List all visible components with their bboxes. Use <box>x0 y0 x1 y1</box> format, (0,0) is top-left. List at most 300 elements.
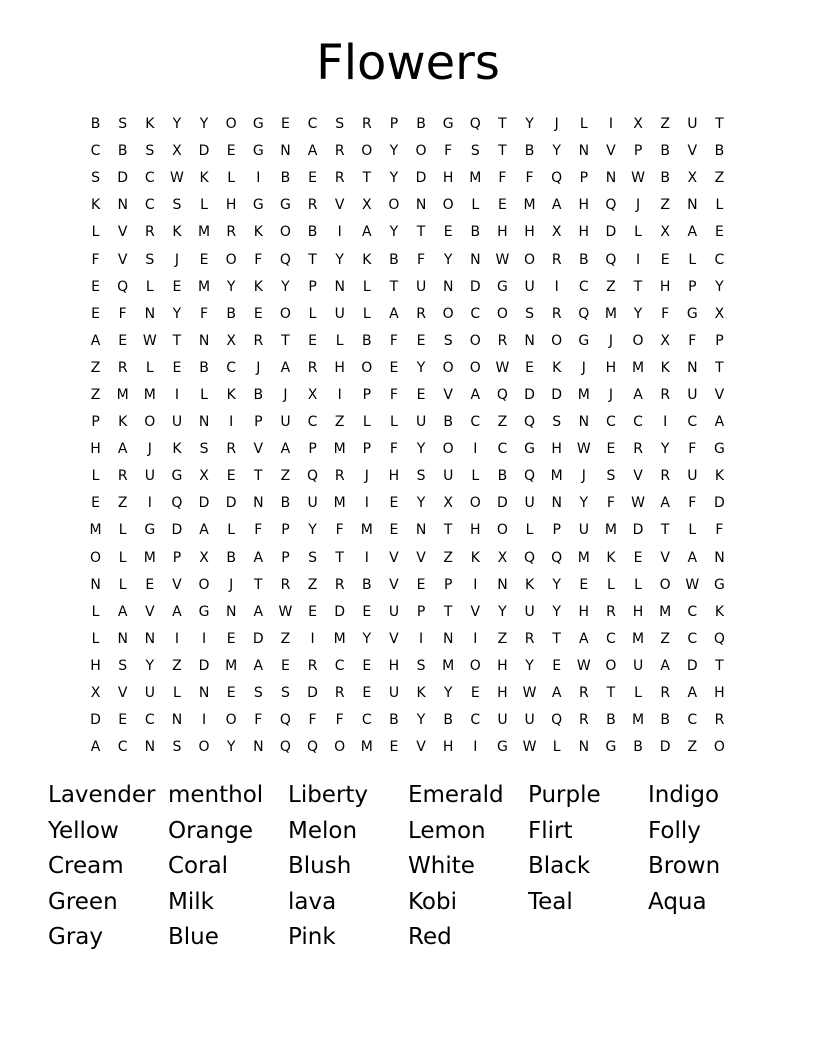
grid-letter: W <box>576 441 591 458</box>
grid-letter: E <box>389 522 399 539</box>
grid-letter: P <box>552 522 561 539</box>
grid-letter: N <box>198 685 210 702</box>
grid-letter: I <box>364 549 369 566</box>
grid-letter: P <box>308 278 317 295</box>
grid-letter: W <box>631 495 645 512</box>
grid-letter: V <box>389 549 399 566</box>
grid-letter: F <box>688 441 697 458</box>
word-bank-item: Liberty <box>288 782 369 808</box>
grid-letter: L <box>91 603 100 620</box>
grid-letter: K <box>714 468 725 485</box>
grid-letter: U <box>415 414 427 431</box>
grid-letter: Y <box>552 603 561 620</box>
grid-letter: O <box>469 332 481 349</box>
grid-letter: V <box>416 739 426 756</box>
grid-letter: C <box>361 712 372 729</box>
grid-letter: G <box>497 278 508 295</box>
grid-letter: S <box>335 116 345 133</box>
grid-letter: A <box>470 386 481 403</box>
grid-letter: Z <box>660 630 670 647</box>
grid-letter: C <box>144 170 155 187</box>
grid-letter: K <box>470 549 480 566</box>
grid-letter: N <box>415 197 427 214</box>
grid-letter: A <box>551 685 562 702</box>
grid-letter: S <box>416 468 426 485</box>
grid-letter: X <box>90 685 101 702</box>
grid-letter: C <box>606 630 616 647</box>
grid-letter: G <box>171 468 183 485</box>
grid-letter: Y <box>525 116 534 133</box>
grid-letter: Q <box>713 630 725 647</box>
grid-letter: I <box>229 414 234 431</box>
grid-letter: R <box>660 386 671 403</box>
grid-letter: F <box>688 495 697 512</box>
grid-letter: A <box>90 332 101 349</box>
grid-letter: C <box>714 251 725 268</box>
grid-letter: F <box>118 305 127 322</box>
grid-letter: T <box>281 332 290 349</box>
grid-letter: T <box>308 251 317 268</box>
grid-letter: F <box>254 712 263 729</box>
grid-letter: L <box>634 685 642 702</box>
grid-letter: S <box>118 116 128 133</box>
grid-letter: D <box>198 657 210 674</box>
word-bank <box>48 778 768 956</box>
grid-letter: I <box>418 630 424 647</box>
grid-row <box>82 219 733 246</box>
grid-letter: O <box>279 224 291 241</box>
grid-letter: B <box>280 170 291 187</box>
grid-letter: O <box>713 739 725 756</box>
grid-letter: S <box>308 549 317 566</box>
grid-letter: E <box>416 576 426 593</box>
grid-row <box>82 138 733 165</box>
grid-letter: M <box>116 386 129 403</box>
grid-letter: E <box>498 197 507 214</box>
grid-letter: J <box>554 116 559 133</box>
grid-letter: W <box>278 603 293 620</box>
grid-letter: Y <box>389 170 399 187</box>
grid-letter: K <box>552 359 562 376</box>
grid-letter: N <box>144 630 156 647</box>
grid-letter: S <box>416 657 426 674</box>
grid-letter: U <box>524 495 535 512</box>
grid-row <box>82 680 733 707</box>
grid-letter: N <box>497 576 508 593</box>
grid-letter: O <box>225 116 237 133</box>
grid-letter: J <box>635 197 641 214</box>
grid-letter: G <box>714 441 725 458</box>
grid-letter: N <box>442 630 454 647</box>
grid-row <box>82 192 733 219</box>
grid-letter: T <box>335 549 344 566</box>
grid-letter: B <box>199 359 209 376</box>
grid-letter: C <box>687 603 698 620</box>
grid-letter: X <box>199 549 209 566</box>
grid-letter: C <box>606 414 616 431</box>
grid-letter: B <box>389 251 399 268</box>
grid-letter: V <box>470 603 481 620</box>
grid-letter: M <box>333 630 346 647</box>
grid-letter: N <box>578 143 590 160</box>
grid-letter: I <box>174 386 179 403</box>
grid-letter: X <box>199 468 209 485</box>
grid-letter: B <box>362 332 372 349</box>
grid-letter: Y <box>552 143 561 160</box>
grid-letter: A <box>660 657 670 674</box>
grid-letter: I <box>608 116 613 133</box>
grid-letter: D <box>117 170 129 187</box>
grid-letter: I <box>201 630 207 647</box>
grid-letter: P <box>281 549 290 566</box>
grid-letter: Y <box>416 359 426 376</box>
grid-letter: E <box>389 359 399 376</box>
grid-letter: Q <box>279 712 291 729</box>
grid-letter: I <box>256 170 261 187</box>
grid-letter: Y <box>579 495 589 512</box>
grid-letter: M <box>333 441 346 458</box>
grid-letter: C <box>687 414 698 431</box>
grid-letter: F <box>525 170 534 187</box>
grid-letter: D <box>714 495 725 512</box>
grid-letter: D <box>307 685 318 702</box>
grid-letter: U <box>497 712 508 729</box>
grid-letter: H <box>442 170 454 187</box>
grid-letter: L <box>200 386 208 403</box>
word-bank-item: Lavender <box>48 782 156 808</box>
grid-letter: N <box>442 278 454 295</box>
grid-letter: E <box>199 251 209 268</box>
word-bank-item: Lemon <box>408 817 486 844</box>
grid-letter: B <box>470 224 481 241</box>
grid-letter: E <box>308 603 317 620</box>
grid-letter: O <box>144 414 156 431</box>
grid-letter: P <box>715 332 724 349</box>
grid-letter: T <box>715 657 724 674</box>
grid-letter: X <box>172 143 182 160</box>
grid-letter: X <box>687 170 698 187</box>
grid-letter: E <box>308 332 317 349</box>
grid-letter: F <box>498 170 507 187</box>
grid-letter: E <box>281 657 290 674</box>
grid-letter: Z <box>714 170 725 187</box>
grid-letter: G <box>497 739 508 756</box>
grid-letter: L <box>227 522 236 539</box>
grid-letter: N <box>225 603 237 620</box>
grid-letter: L <box>145 359 154 376</box>
grid-letter: F <box>688 332 697 349</box>
grid-letter: U <box>171 414 183 431</box>
grid-letter: U <box>687 468 698 485</box>
grid-letter: X <box>362 197 372 214</box>
grid-letter: M <box>143 549 156 566</box>
grid-letter: D <box>171 522 183 539</box>
grid-letter: N <box>144 305 156 322</box>
grid-letter: L <box>362 278 371 295</box>
grid-letter: S <box>253 685 263 702</box>
grid-letter: U <box>632 657 644 674</box>
word-bank-item: Cream <box>48 853 124 879</box>
grid-letter: L <box>118 522 127 539</box>
grid-letter: E <box>281 116 290 133</box>
grid-letter: J <box>608 332 613 349</box>
grid-letter: Q <box>307 739 319 756</box>
grid-letter: L <box>362 305 371 322</box>
grid-letter: M <box>442 657 455 674</box>
grid-letter: L <box>227 170 236 187</box>
grid-letter: E <box>362 657 372 674</box>
grid-letter: S <box>470 143 480 160</box>
grid-letter: H <box>497 224 508 241</box>
grid-letter: F <box>308 712 317 729</box>
grid-letter: N <box>605 170 617 187</box>
grid-letter: D <box>632 522 644 539</box>
grid-letter: Q <box>605 251 617 268</box>
grid-letter: Y <box>443 685 453 702</box>
grid-letter: Z <box>90 359 101 376</box>
grid-letter: P <box>362 441 372 458</box>
grid-letter: T <box>498 116 507 133</box>
grid-letter: G <box>605 739 617 756</box>
grid-letter: G <box>578 332 590 349</box>
grid-letter: O <box>415 143 427 160</box>
grid-letter: D <box>225 495 237 512</box>
word-bank-item: Flirt <box>528 817 573 844</box>
grid-letter: L <box>145 278 154 295</box>
grid-letter: R <box>714 712 725 729</box>
grid-letter: C <box>687 630 698 647</box>
word-bank-item: Red <box>408 924 452 950</box>
grid-letter: L <box>91 224 100 241</box>
grid-letter: I <box>337 386 342 403</box>
grid-letter: K <box>524 576 535 593</box>
grid-letter: A <box>253 549 264 566</box>
grid-letter: Y <box>172 305 182 322</box>
grid-letter: O <box>442 441 454 458</box>
grid-row <box>82 355 733 382</box>
grid-letter: M <box>604 522 617 539</box>
grid-letter: N <box>198 332 210 349</box>
grid-letter: T <box>254 576 263 593</box>
grid-letter: E <box>416 386 426 403</box>
grid-letter: R <box>117 359 128 376</box>
grid-letter: T <box>715 116 724 133</box>
word-bank-item: Green <box>48 888 118 915</box>
grid-letter: Y <box>389 224 399 241</box>
grid-letter: D <box>605 224 617 241</box>
grid-letter: D <box>252 630 264 647</box>
grid-letter: R <box>416 305 426 322</box>
grid-letter: H <box>442 739 454 756</box>
grid-letter: T <box>443 522 453 539</box>
grid-letter: A <box>579 630 589 647</box>
grid-letter: M <box>143 386 156 403</box>
grid-letter: V <box>633 468 643 485</box>
grid-letter: I <box>473 441 478 458</box>
grid-letter: V <box>172 576 182 593</box>
grid-letter: L <box>471 468 480 485</box>
grid-letter: C <box>497 441 508 458</box>
word-bank-item: lava <box>288 888 337 915</box>
grid-letter: B <box>362 576 372 593</box>
grid-letter: Z <box>172 657 182 674</box>
grid-letter: Q <box>496 386 508 403</box>
grid-letter: A <box>389 305 399 322</box>
grid-letter: R <box>334 576 345 593</box>
grid-letter: E <box>118 332 128 349</box>
grid-letter: V <box>660 549 670 566</box>
grid-letter: Z <box>280 630 291 647</box>
grid-letter: L <box>688 251 697 268</box>
grid-letter: B <box>90 116 101 133</box>
grid-letter: A <box>687 224 698 241</box>
grid-letter: Q <box>578 305 590 322</box>
grid-letter: P <box>416 603 426 620</box>
grid-letter: J <box>229 576 234 593</box>
grid-letter: I <box>147 495 152 512</box>
grid-letter: N <box>551 495 562 512</box>
grid-letter: B <box>660 143 670 160</box>
grid-letter: I <box>554 278 559 295</box>
grid-letter: H <box>524 224 535 241</box>
grid-letter: L <box>118 576 127 593</box>
grid-letter: B <box>633 739 643 756</box>
grid-letter: O <box>469 495 481 512</box>
grid-letter: W <box>170 170 184 187</box>
grid-letter: O <box>605 657 617 674</box>
word-bank-item: Purple <box>528 782 601 808</box>
grid-letter: G <box>252 197 264 214</box>
grid-letter: F <box>335 712 344 729</box>
grid-row <box>82 517 733 544</box>
grid-letter: S <box>443 332 453 349</box>
grid-letter: F <box>389 332 398 349</box>
grid-row <box>82 111 733 138</box>
grid-row <box>82 436 733 463</box>
grid-letter: F <box>444 143 453 160</box>
grid-letter: P <box>443 576 453 593</box>
grid-letter: Q <box>605 197 617 214</box>
grid-letter: L <box>390 414 398 431</box>
grid-letter: P <box>254 414 263 431</box>
grid-letter: K <box>118 414 128 431</box>
grid-letter: A <box>687 549 698 566</box>
grid-letter: K <box>172 224 182 241</box>
grid-letter: V <box>687 143 698 160</box>
grid-letter: C <box>117 739 128 756</box>
grid-letter: O <box>496 305 508 322</box>
grid-letter: E <box>226 630 236 647</box>
grid-letter: Q <box>524 414 536 431</box>
grid-letter: E <box>416 332 426 349</box>
grid-letter: M <box>659 603 672 620</box>
grid-letter: T <box>389 278 399 295</box>
grid-letter: E <box>226 468 236 485</box>
grid-letter: R <box>226 441 237 458</box>
grid-letter: G <box>442 116 454 133</box>
grid-letter: K <box>660 359 670 376</box>
grid-letter: N <box>334 278 345 295</box>
grid-letter: P <box>362 386 372 403</box>
grid-letter: R <box>307 657 318 674</box>
grid-letter: R <box>334 143 345 160</box>
grid-letter: G <box>280 197 291 214</box>
grid-letter: M <box>360 739 373 756</box>
grid-letter: N <box>687 197 698 214</box>
grid-letter: D <box>334 603 346 620</box>
grid-letter: M <box>333 495 346 512</box>
grid-letter: S <box>91 170 100 187</box>
grid-row <box>82 463 733 490</box>
grid-letter: C <box>633 414 643 431</box>
grid-letter: L <box>335 332 344 349</box>
grid-letter: Q <box>307 468 319 485</box>
grid-letter: H <box>605 359 617 376</box>
grid-letter: O <box>469 657 481 674</box>
grid-letter: X <box>714 305 725 322</box>
word-bank-item: Indigo <box>648 782 720 808</box>
grid-letter: E <box>172 278 182 295</box>
grid-letter: A <box>172 603 182 620</box>
grid-letter: A <box>253 603 264 620</box>
grid-letter: V <box>416 549 426 566</box>
grid-letter: Q <box>171 495 183 512</box>
grid-letter: H <box>388 657 400 674</box>
grid-letter: J <box>581 468 586 485</box>
grid-letter: Y <box>226 278 236 295</box>
grid-letter: E <box>91 278 100 295</box>
grid-letter: U <box>334 305 345 322</box>
grid-letter: Z <box>660 116 670 133</box>
grid-letter: O <box>442 305 454 322</box>
grid-letter: V <box>117 251 128 268</box>
grid-letter: S <box>145 251 155 268</box>
grid-letter: Z <box>90 386 101 403</box>
grid-letter: T <box>715 359 724 376</box>
word-bank-item: Gray <box>48 924 103 950</box>
grid-letter: W <box>522 685 537 702</box>
grid-letter: A <box>280 441 291 458</box>
grid-letter: H <box>578 224 590 241</box>
grid-letter: T <box>416 224 426 241</box>
grid-letter: G <box>252 116 264 133</box>
grid-letter: O <box>225 712 237 729</box>
grid-letter: E <box>389 495 399 512</box>
grid-letter: Y <box>145 657 155 674</box>
grid-row <box>82 382 733 409</box>
grid-letter: S <box>606 468 616 485</box>
grid-letter: R <box>307 359 318 376</box>
grid-letter: B <box>660 712 670 729</box>
grid-letter: O <box>198 739 210 756</box>
grid-letter: M <box>198 278 211 295</box>
grid-letter: L <box>579 116 588 133</box>
grid-letter: M <box>550 468 563 485</box>
grid-letter: M <box>632 359 645 376</box>
grid-letter: U <box>144 468 155 485</box>
word-bank-item: Kobi <box>408 888 457 915</box>
grid-row <box>82 572 733 599</box>
grid-letter: U <box>280 414 291 431</box>
letter-grid <box>82 111 733 761</box>
grid-row <box>82 328 733 355</box>
grid-letter: I <box>364 495 369 512</box>
grid-letter: Y <box>443 251 453 268</box>
grid-letter: R <box>497 332 508 349</box>
grid-letter: E <box>525 359 534 376</box>
grid-letter: O <box>659 576 671 593</box>
grid-row <box>82 165 733 192</box>
